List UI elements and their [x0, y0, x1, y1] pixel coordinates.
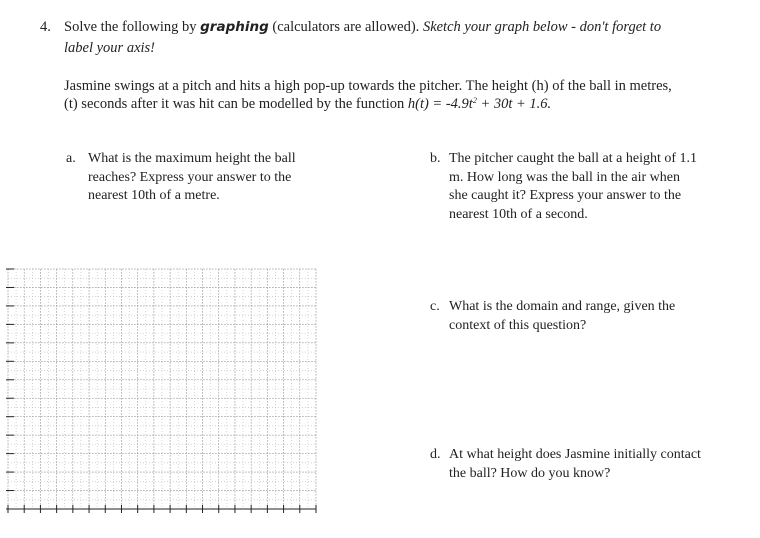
- subquestion-line: The pitcher caught the ball at a height of 1.1: [449, 151, 698, 166]
- height-function: $h(t) = -4.9t^2 + 30t + 1.6$.: [407, 96, 552, 112]
- subquestion-line: What is the domain and range, given the: [449, 299, 676, 314]
- question-number: 4.: [40, 19, 51, 35]
- subquestion-line: m. How long was the ball in the air when: [449, 169, 680, 185]
- subquestion-c: [449, 298, 749, 335]
- subquestion-d: [449, 446, 754, 483]
- subquestion-a: [88, 150, 358, 206]
- sketch-instruction-cont: label your axis!: [64, 40, 156, 56]
- instruction-prefix: Solve the following by: [64, 19, 201, 35]
- subquestion-line: nearest 10th of a second.: [449, 206, 588, 222]
- scenario-line-1: Jasmine swings at a pitch and hits a high pop-up towards the pitcher. The height (h) of the ball in metres,: [64, 78, 672, 94]
- subquestion-line: context of this question?: [449, 317, 587, 333]
- subquestion-c-marker: c.: [430, 299, 440, 314]
- scenario-text: (t) seconds after it was hit can be modelled by the function: [64, 96, 408, 112]
- subquestion-line: What is the maximum height the ball: [88, 151, 296, 166]
- graph-paper[interactable]: [6, 267, 318, 515]
- grid-minor-lines: [8, 269, 316, 509]
- scenario-line-2: [64, 96, 551, 113]
- instruction-parenthetical: (calculators are allowed).: [268, 19, 423, 35]
- subquestion-line: she caught it? Express your answer to the: [449, 188, 682, 203]
- grid-major-lines: [6, 269, 316, 513]
- subquestion-a-marker: a.: [66, 151, 76, 166]
- subquestion-line: reaches? Express your answer to the: [88, 169, 292, 185]
- method-word: graphing: [200, 19, 269, 35]
- subquestion-b-marker: b.: [430, 151, 441, 166]
- subquestion-line: At what height does Jasmine initially contact: [449, 447, 701, 462]
- sketch-instruction: Sketch your graph below - don't forget to: [422, 19, 662, 35]
- subquestion-d-marker: d.: [430, 447, 441, 462]
- question-instruction: [64, 19, 661, 36]
- subquestion-line: the ball? How do you know?: [449, 465, 611, 481]
- subquestion-b: [449, 150, 749, 224]
- subquestion-line: nearest 10th of a metre.: [88, 188, 220, 203]
